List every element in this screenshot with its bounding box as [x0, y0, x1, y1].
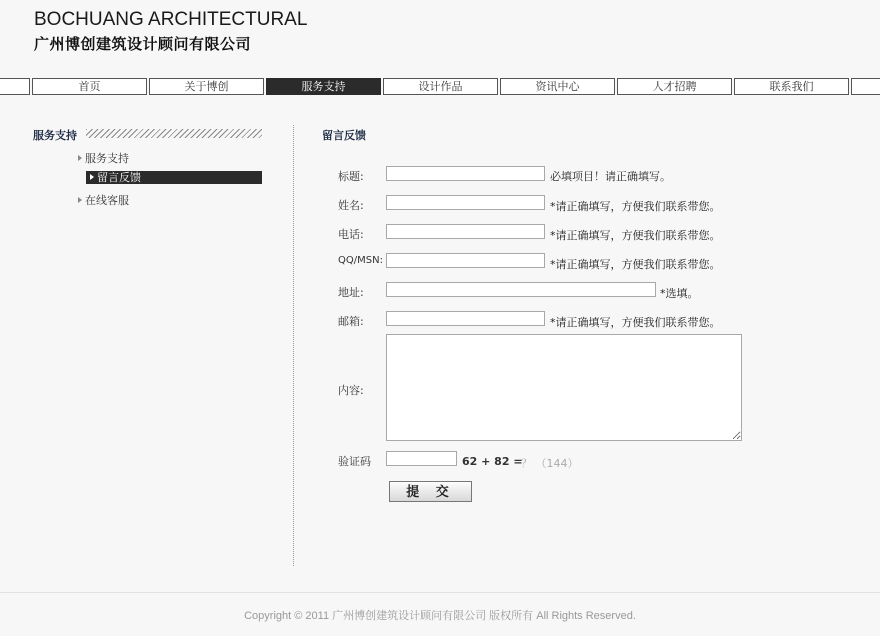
- captcha-label: 验证码: [338, 455, 371, 468]
- nav-about[interactable]: 关于博创: [149, 78, 264, 95]
- arrow-right-icon: [78, 155, 82, 161]
- email-hint: *请正确填写，方便我们联系带您。: [550, 316, 721, 329]
- email-input[interactable]: [386, 311, 545, 326]
- nav-careers[interactable]: 人才招聘: [617, 78, 732, 95]
- footer-divider: [0, 592, 880, 593]
- title-hint: 必填项目！请正确填写。: [550, 170, 671, 183]
- arrow-right-icon: [90, 174, 94, 180]
- footer-copyright: Copyright © 2011 广州博创建筑设计顾问有限公司 版权所有 All Rights Reserved.: [244, 610, 636, 622]
- sidebar-item-service[interactable]: [78, 150, 129, 166]
- sidebar-item-label: 留言反馈: [97, 171, 141, 184]
- phone-input[interactable]: [386, 224, 545, 239]
- title-label: 标题:: [338, 170, 364, 183]
- content-textarea[interactable]: [386, 334, 742, 441]
- sidebar-item-feedback[interactable]: [86, 171, 262, 184]
- address-label: 地址:: [338, 286, 364, 299]
- arrow-right-icon: [78, 197, 82, 203]
- submit-button[interactable]: 提 交: [389, 481, 472, 502]
- nav-contact[interactable]: 联系我们: [734, 78, 849, 95]
- name-hint: *请正确填写，方便我们联系带您。: [550, 200, 721, 213]
- qq-msn-label: QQ/MSN:: [338, 255, 383, 266]
- column-divider: [293, 125, 294, 566]
- form-title: 留言反馈: [322, 129, 366, 142]
- phone-label: 电话:: [338, 228, 364, 241]
- qq-msn-input[interactable]: [386, 253, 545, 268]
- address-input[interactable]: [386, 282, 656, 297]
- captcha-input[interactable]: [386, 451, 457, 466]
- logo-chinese: 广州博创建筑设计顾问有限公司: [34, 35, 252, 53]
- sidebar-item-label: 服务支持: [85, 152, 129, 165]
- nav-service[interactable]: 服务支持: [266, 78, 381, 95]
- name-label: 姓名:: [338, 199, 364, 212]
- captcha-expression: 62 + 82 =: [462, 455, 523, 468]
- name-input[interactable]: [386, 195, 545, 210]
- title-input[interactable]: [386, 166, 545, 181]
- phone-hint: *请正确填写，方便我们联系带您。: [550, 229, 721, 242]
- nav-edge-left: [0, 78, 30, 95]
- email-label: 邮箱:: [338, 315, 364, 328]
- sidebar-title: 服务支持: [33, 129, 77, 142]
- nav-home[interactable]: 首页: [32, 78, 147, 95]
- nav-edge-right: [851, 78, 880, 95]
- nav-works[interactable]: 设计作品: [383, 78, 498, 95]
- sidebar-item-label: 在线客服: [85, 194, 129, 207]
- captcha-question: ？ （144）: [521, 457, 579, 470]
- qq-msn-hint: *请正确填写，方便我们联系带您。: [550, 258, 721, 271]
- sidebar-item-online-service[interactable]: [78, 192, 129, 208]
- main-nav: [0, 78, 880, 95]
- logo-english: BOCHUANG ARCHITECTURAL: [34, 9, 308, 30]
- nav-news[interactable]: 资讯中心: [500, 78, 615, 95]
- sidebar-hatch-decoration: [86, 129, 262, 138]
- content-label: 内容:: [338, 384, 364, 397]
- address-hint: *选填。: [660, 287, 699, 300]
